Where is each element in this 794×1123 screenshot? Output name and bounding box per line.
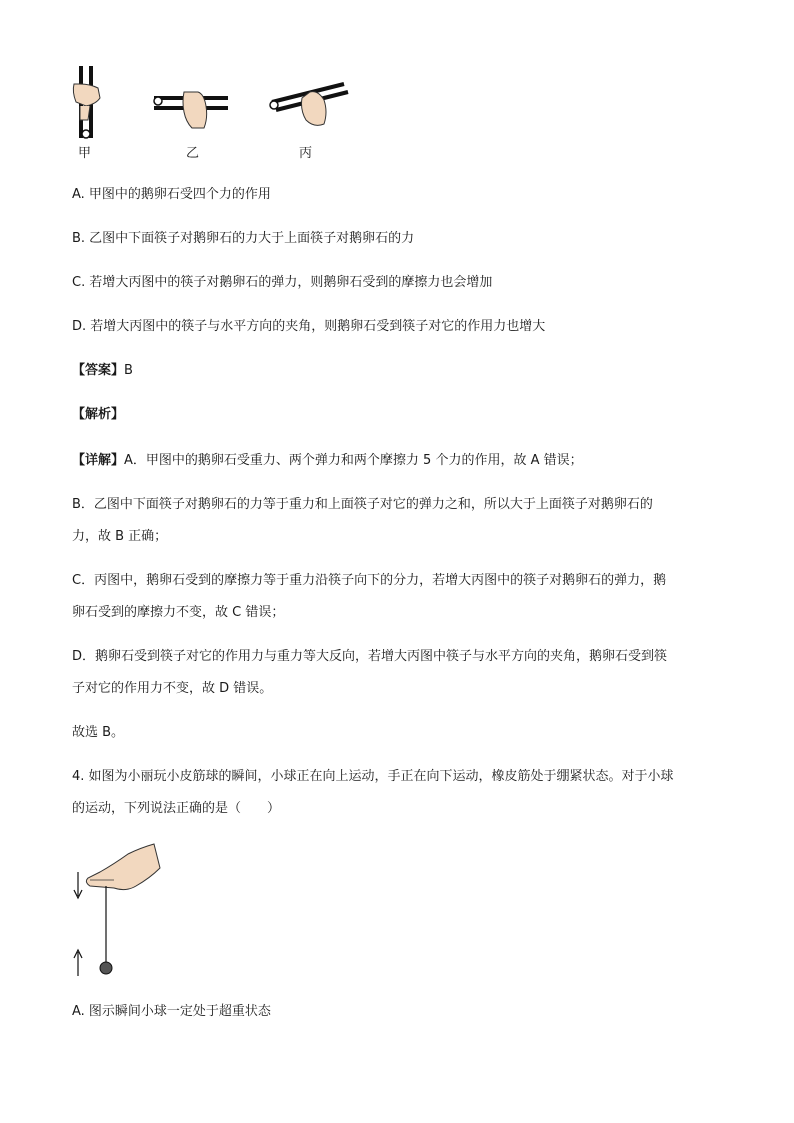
rubber-band-ball-figure bbox=[70, 842, 170, 982]
figure-label-bing: 丙 bbox=[299, 146, 313, 161]
q4-stem-line1: 4. 如图为小丽玩小皮筋球的瞬间，小球正在向上运动，手正在向下运动，橡皮筋处于绷紧状态。对于小球 bbox=[72, 769, 674, 784]
option-d: D. 若增大丙图中的筷子与水平方向的夹角，则鹅卵石受到筷子对它的作用力也增大 bbox=[72, 319, 546, 334]
option-c: C. 若增大丙图中的筷子对鹅卵石的弹力，则鹅卵石受到的摩擦力也会增加 bbox=[72, 275, 493, 290]
detail-c-line1: C．丙图中，鹅卵石受到的摩擦力等于重力沿筷子向下的分力，若增大丙图中的筷子对鹅卵石的弹力，鹅 bbox=[72, 573, 667, 588]
answer-value: B bbox=[124, 363, 133, 378]
ball-icon bbox=[100, 962, 112, 974]
analysis-tag: 【解析】 bbox=[72, 407, 125, 422]
option-b: B. 乙图中下面筷子对鹅卵石的力大于上面筷子对鹅卵石的力 bbox=[72, 231, 415, 246]
detail-b-line2: 力，故 B 正确； bbox=[72, 529, 168, 544]
figure-yi bbox=[154, 92, 228, 128]
answer-tag: 【答案】 bbox=[72, 363, 125, 378]
detail-c-line2: 卵石受到的摩擦力不变，故 C 错误； bbox=[72, 605, 285, 620]
detail-b-line1: B．乙图中下面筷子对鹅卵石的力等于重力和上面筷子对它的弹力之和，所以大于上面筷子对鹅卵石的 bbox=[72, 497, 653, 512]
figure-bing bbox=[270, 84, 348, 125]
detail-d-line1: D．鹅卵石受到筷子对它的作用力与重力等大反向，若增大丙图中筷子与水平方向的夹角，鹅卵石受到筷 bbox=[72, 649, 668, 664]
figure-jia bbox=[73, 66, 100, 138]
detail-choice: 故选 B。 bbox=[72, 725, 125, 740]
option-a: A. 甲图中的鹅卵石受四个力的作用 bbox=[72, 187, 271, 202]
detail-a bbox=[72, 452, 583, 470]
figure-label-jia: 甲 bbox=[78, 146, 92, 161]
arrow-up-icon bbox=[74, 950, 82, 976]
detail-d-line2: 子对它的作用力不变，故 D 错误。 bbox=[72, 681, 273, 696]
chopsticks-figure bbox=[70, 62, 360, 142]
q4-stem-line2: 的运动，下列说法正确的是（ ） bbox=[72, 801, 281, 816]
detail-a-text: A．甲图中的鹅卵石受重力、两个弹力和两个摩擦力 5 个力的作用，故 A 错误； bbox=[124, 453, 583, 468]
arrow-down-icon bbox=[74, 872, 82, 898]
answer-line bbox=[72, 362, 133, 380]
q4-option-a: A. 图示瞬间小球一定处于超重状态 bbox=[72, 1004, 271, 1019]
figure-label-yi: 乙 bbox=[186, 146, 200, 161]
detail-tag: 【详解】 bbox=[72, 453, 125, 468]
hand-drawing bbox=[86, 844, 160, 890]
